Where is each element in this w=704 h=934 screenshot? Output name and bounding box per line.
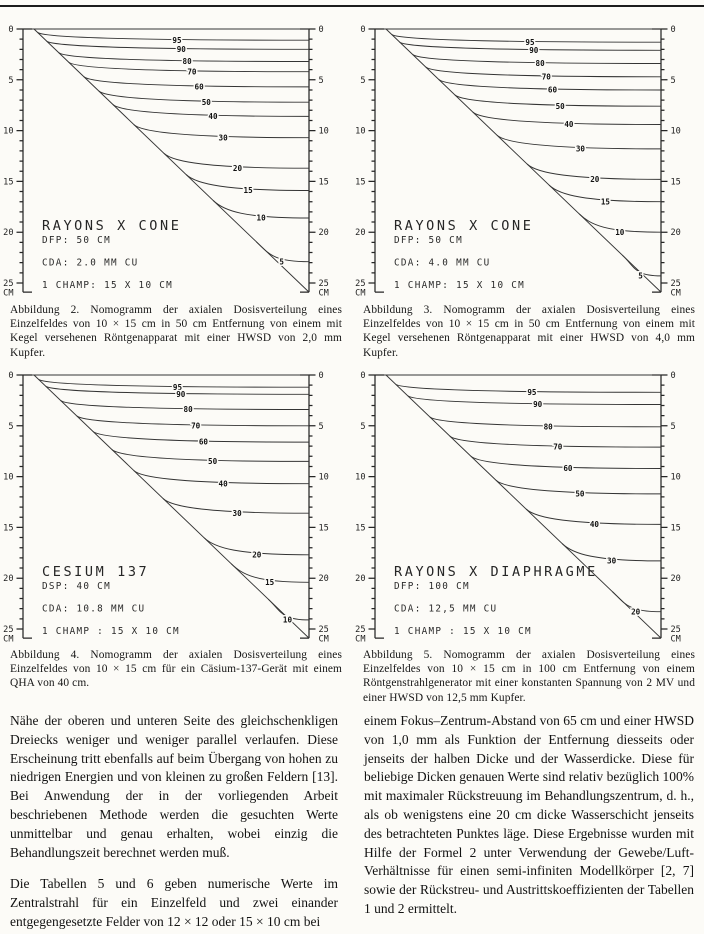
svg-text:0: 0 <box>318 371 324 381</box>
plot-parameter: CDA: 12,5 MM CU <box>394 603 498 615</box>
plot-title: RAYONS X CONE <box>394 218 534 234</box>
plot-parameter: DFP: 50 CM <box>42 235 111 246</box>
svg-text:80: 80 <box>182 57 192 67</box>
body-text-left-column <box>10 712 338 934</box>
svg-text:20: 20 <box>252 550 262 560</box>
svg-text:5: 5 <box>670 75 676 86</box>
svg-text:CM: CM <box>670 288 681 299</box>
svg-text:70: 70 <box>187 67 197 77</box>
svg-text:CM: CM <box>355 288 366 299</box>
beam-edge-diagonal <box>34 375 309 638</box>
svg-text:20: 20 <box>318 574 329 585</box>
svg-text:40: 40 <box>589 520 599 529</box>
svg-text:50: 50 <box>208 457 218 466</box>
svg-text:80: 80 <box>543 422 553 432</box>
svg-text:60: 60 <box>194 82 204 92</box>
plot-parameter: 1 CHAMP: 15 X 10 CM <box>394 280 526 291</box>
plot-parameter: 1 CHAMP : 15 X 10 CM <box>394 626 532 637</box>
svg-text:95: 95 <box>172 35 182 45</box>
svg-text:CM: CM <box>355 634 366 645</box>
axis-brackets <box>369 29 668 292</box>
svg-text:25: 25 <box>3 625 14 635</box>
svg-text:15: 15 <box>670 177 681 188</box>
svg-text:0: 0 <box>670 25 676 35</box>
axis-brackets <box>369 375 668 638</box>
svg-text:15: 15 <box>3 523 14 534</box>
figure-caption-abbildung-3: Abbildung 3. Nomogramm der axialen Dosisverteilung eines Einzelfeldes von 10 × 15 cm in 50 cm Entfernung von einem mit Kegel versehenen Röntgenapparat mit einer HWSD von 4,0 mm Kupfer. <box>363 304 695 359</box>
plot-parameter: 1 CHAMP : 15 X 10 CM <box>42 626 180 637</box>
svg-text:0: 0 <box>360 25 366 35</box>
svg-text:20: 20 <box>670 574 681 585</box>
svg-text:CM: CM <box>318 288 329 299</box>
plot-title: RAYONS X DIAPHRAGME <box>394 564 598 580</box>
svg-text:10: 10 <box>318 126 329 137</box>
svg-text:90: 90 <box>176 389 186 399</box>
svg-text:50: 50 <box>555 101 565 111</box>
svg-text:10: 10 <box>670 472 681 483</box>
svg-text:40: 40 <box>564 120 574 130</box>
svg-text:0: 0 <box>8 25 14 35</box>
svg-text:15: 15 <box>318 523 329 534</box>
svg-text:CM: CM <box>318 634 329 645</box>
plot-title: CESIUM 137 <box>42 564 150 580</box>
svg-text:25: 25 <box>355 625 366 635</box>
svg-text:40: 40 <box>208 112 218 121</box>
svg-text:15: 15 <box>318 177 329 188</box>
plot-parameter: CDA: 2.0 MM CU <box>42 257 139 269</box>
plot-title: RAYONS X CONE <box>42 218 182 234</box>
svg-text:20: 20 <box>355 574 366 585</box>
isodose-curve-labels <box>527 388 640 616</box>
svg-text:80: 80 <box>183 405 193 415</box>
svg-text:20: 20 <box>232 163 243 173</box>
plot-parameter: DSP: 40 CM <box>42 581 111 592</box>
nomogram-chart-abbildung-2 <box>0 22 352 300</box>
svg-text:15: 15 <box>265 577 275 587</box>
svg-text:5: 5 <box>8 421 14 432</box>
axis-brackets <box>17 29 316 292</box>
svg-text:20: 20 <box>318 228 329 239</box>
svg-text:5: 5 <box>360 75 366 86</box>
svg-text:5: 5 <box>8 75 14 86</box>
svg-text:20: 20 <box>670 228 681 239</box>
axis-brackets <box>17 375 316 638</box>
svg-text:90: 90 <box>529 45 539 55</box>
svg-text:30: 30 <box>218 133 228 143</box>
svg-text:0: 0 <box>670 371 676 381</box>
svg-text:40: 40 <box>218 479 228 489</box>
svg-text:25: 25 <box>670 279 681 289</box>
svg-text:70: 70 <box>191 421 201 431</box>
svg-text:0: 0 <box>8 371 14 381</box>
body-text-right-column <box>364 712 694 932</box>
figure-caption-abbildung-4: Abbildung 4. Nomogramm der axialen Dosisverteilung eines Einzelfeldes von 10 × 15 cm für ein Cäsium-137-Gerät mit einem QHA von 40 cm. <box>10 649 342 690</box>
svg-text:15: 15 <box>243 186 253 196</box>
svg-text:50: 50 <box>575 489 585 499</box>
svg-text:30: 30 <box>575 144 585 154</box>
svg-text:10: 10 <box>3 126 14 137</box>
svg-text:5: 5 <box>279 257 284 267</box>
svg-text:0: 0 <box>360 371 366 381</box>
body-paragraph: Nähe der oberen und unteren Seite des gleichschenkligen Dreiecks weniger und weniger parallel verlaufen. Diese Erscheinung tritt ebenfalls auf beim Übergang von hohen zu niedrigen Energien und von kleinen zu großen Feldern [13]. Bei Anwendung der in der vorliegenden Arbeit beschriebenen Methode werden die gesuchten Werte unmittelbar und genau erhalten, wobei einzig die Behandlungszeit berechnet werden muß. <box>10 713 338 860</box>
svg-text:90: 90 <box>176 44 186 54</box>
svg-text:10: 10 <box>670 126 681 137</box>
svg-text:20: 20 <box>631 607 641 617</box>
svg-text:10: 10 <box>355 472 366 483</box>
svg-text:15: 15 <box>3 177 14 188</box>
body-paragraph: Die Tabellen 5 und 6 geben numerische Werte im Zentralstrahl für ein Einzelfeld und zwei einander entgegengesetzte Felder von 12 × 12 oder 15 × 10 cm bei <box>10 876 338 929</box>
svg-text:15: 15 <box>600 197 610 207</box>
svg-text:15: 15 <box>355 523 366 534</box>
svg-text:CM: CM <box>3 634 14 645</box>
figure-caption-abbildung-5: Abbildung 5. Nomogramm der axialen Dosisverteilung eines Einzelfeldes von 10 × 15 cm in 100 cm Entfernung von einem Röntgenstrahlgenerator mit einer konstanten Spannung von 2 MV und einer HWSD von 12,5 mm Kupfer. <box>363 649 695 704</box>
figure-caption-abbildung-2: Abbildung 2. Nomogramm der axialen Dosisverteilung eines Einzelfeldes von 10 × 15 cm in 50 cm Entfernung von einem mit Kegel versehenen Röntgenapparat mit einer HWSD von 2,0 mm Kupfer. <box>10 304 342 359</box>
svg-text:25: 25 <box>318 279 329 289</box>
svg-text:95: 95 <box>527 387 537 397</box>
svg-text:10: 10 <box>355 126 366 137</box>
svg-text:10: 10 <box>615 227 625 237</box>
plot-parameter: DFP: 50 CM <box>394 235 463 246</box>
svg-text:20: 20 <box>590 175 600 184</box>
svg-text:25: 25 <box>355 279 366 289</box>
svg-text:25: 25 <box>318 625 329 635</box>
svg-text:60: 60 <box>563 464 573 474</box>
svg-text:15: 15 <box>670 523 681 534</box>
svg-text:5: 5 <box>318 75 324 86</box>
isodose-curve-labels <box>172 36 284 266</box>
svg-text:5: 5 <box>318 421 324 432</box>
svg-text:15: 15 <box>355 177 366 188</box>
svg-text:70: 70 <box>541 72 551 82</box>
svg-text:80: 80 <box>535 59 545 69</box>
svg-text:CM: CM <box>3 288 14 299</box>
svg-text:5: 5 <box>638 271 643 281</box>
svg-text:5: 5 <box>670 421 676 432</box>
isodose-curve-labels <box>173 383 293 625</box>
svg-text:95: 95 <box>525 37 535 47</box>
nomogram-chart-abbildung-3 <box>352 22 704 300</box>
svg-text:95: 95 <box>172 382 183 392</box>
svg-text:30: 30 <box>607 556 617 566</box>
plot-parameter: CDA: 4.0 MM CU <box>394 257 491 269</box>
svg-text:10: 10 <box>282 615 293 625</box>
svg-text:20: 20 <box>3 228 14 239</box>
svg-text:25: 25 <box>3 279 14 289</box>
isodose-curve-labels <box>525 38 643 281</box>
svg-text:60: 60 <box>198 437 208 447</box>
svg-text:50: 50 <box>201 97 211 107</box>
body-paragraph: einem Fokus–Zentrum-Abstand von 65 cm und einer HWSD von 1,0 mm als Funktion der Entfernung diesseits oder jenseits der halben Dicke und der Wasserdicke. Diese für beliebige Dicken genauen Werte sind relativ bezüglich 100% mit maximaler Rückstreuung im Behandlungszentrum, d. h., als ob wenigstens eine 20 cm dicke Wasserschicht jenseits des betrachteten Punktes läge. Diese Ergebnisse wurden mit Hilfe der Formel 2 unter Verwendung der Gewebe/Luft-Verhältnisse für einen semi-infiniten Modellkörper [2, 7] sowie der Rückstreu- und Austrittskoeffizienten der Tabellen 1 und 2 ermittelt. <box>364 713 694 916</box>
svg-text:5: 5 <box>360 421 366 432</box>
svg-text:10: 10 <box>3 472 14 483</box>
svg-text:0: 0 <box>318 25 324 35</box>
svg-text:10: 10 <box>318 472 329 483</box>
plot-parameter: 1 CHAMP: 15 X 10 CM <box>42 280 174 291</box>
svg-text:90: 90 <box>533 400 543 410</box>
nomogram-chart-abbildung-5 <box>352 368 704 646</box>
svg-text:25: 25 <box>670 625 681 635</box>
svg-text:10: 10 <box>256 213 266 223</box>
svg-text:CM: CM <box>670 634 681 645</box>
svg-text:60: 60 <box>547 85 558 95</box>
plot-parameter: DFP: 100 CM <box>394 581 470 592</box>
svg-text:20: 20 <box>3 574 14 585</box>
plot-parameter: CDA: 10.8 MM CU <box>42 603 146 615</box>
svg-text:20: 20 <box>355 228 366 239</box>
svg-text:30: 30 <box>232 508 242 518</box>
nomogram-chart-abbildung-4 <box>0 368 352 646</box>
svg-text:70: 70 <box>553 442 563 452</box>
beam-edge-diagonal <box>386 29 661 292</box>
header-rule <box>0 5 704 7</box>
